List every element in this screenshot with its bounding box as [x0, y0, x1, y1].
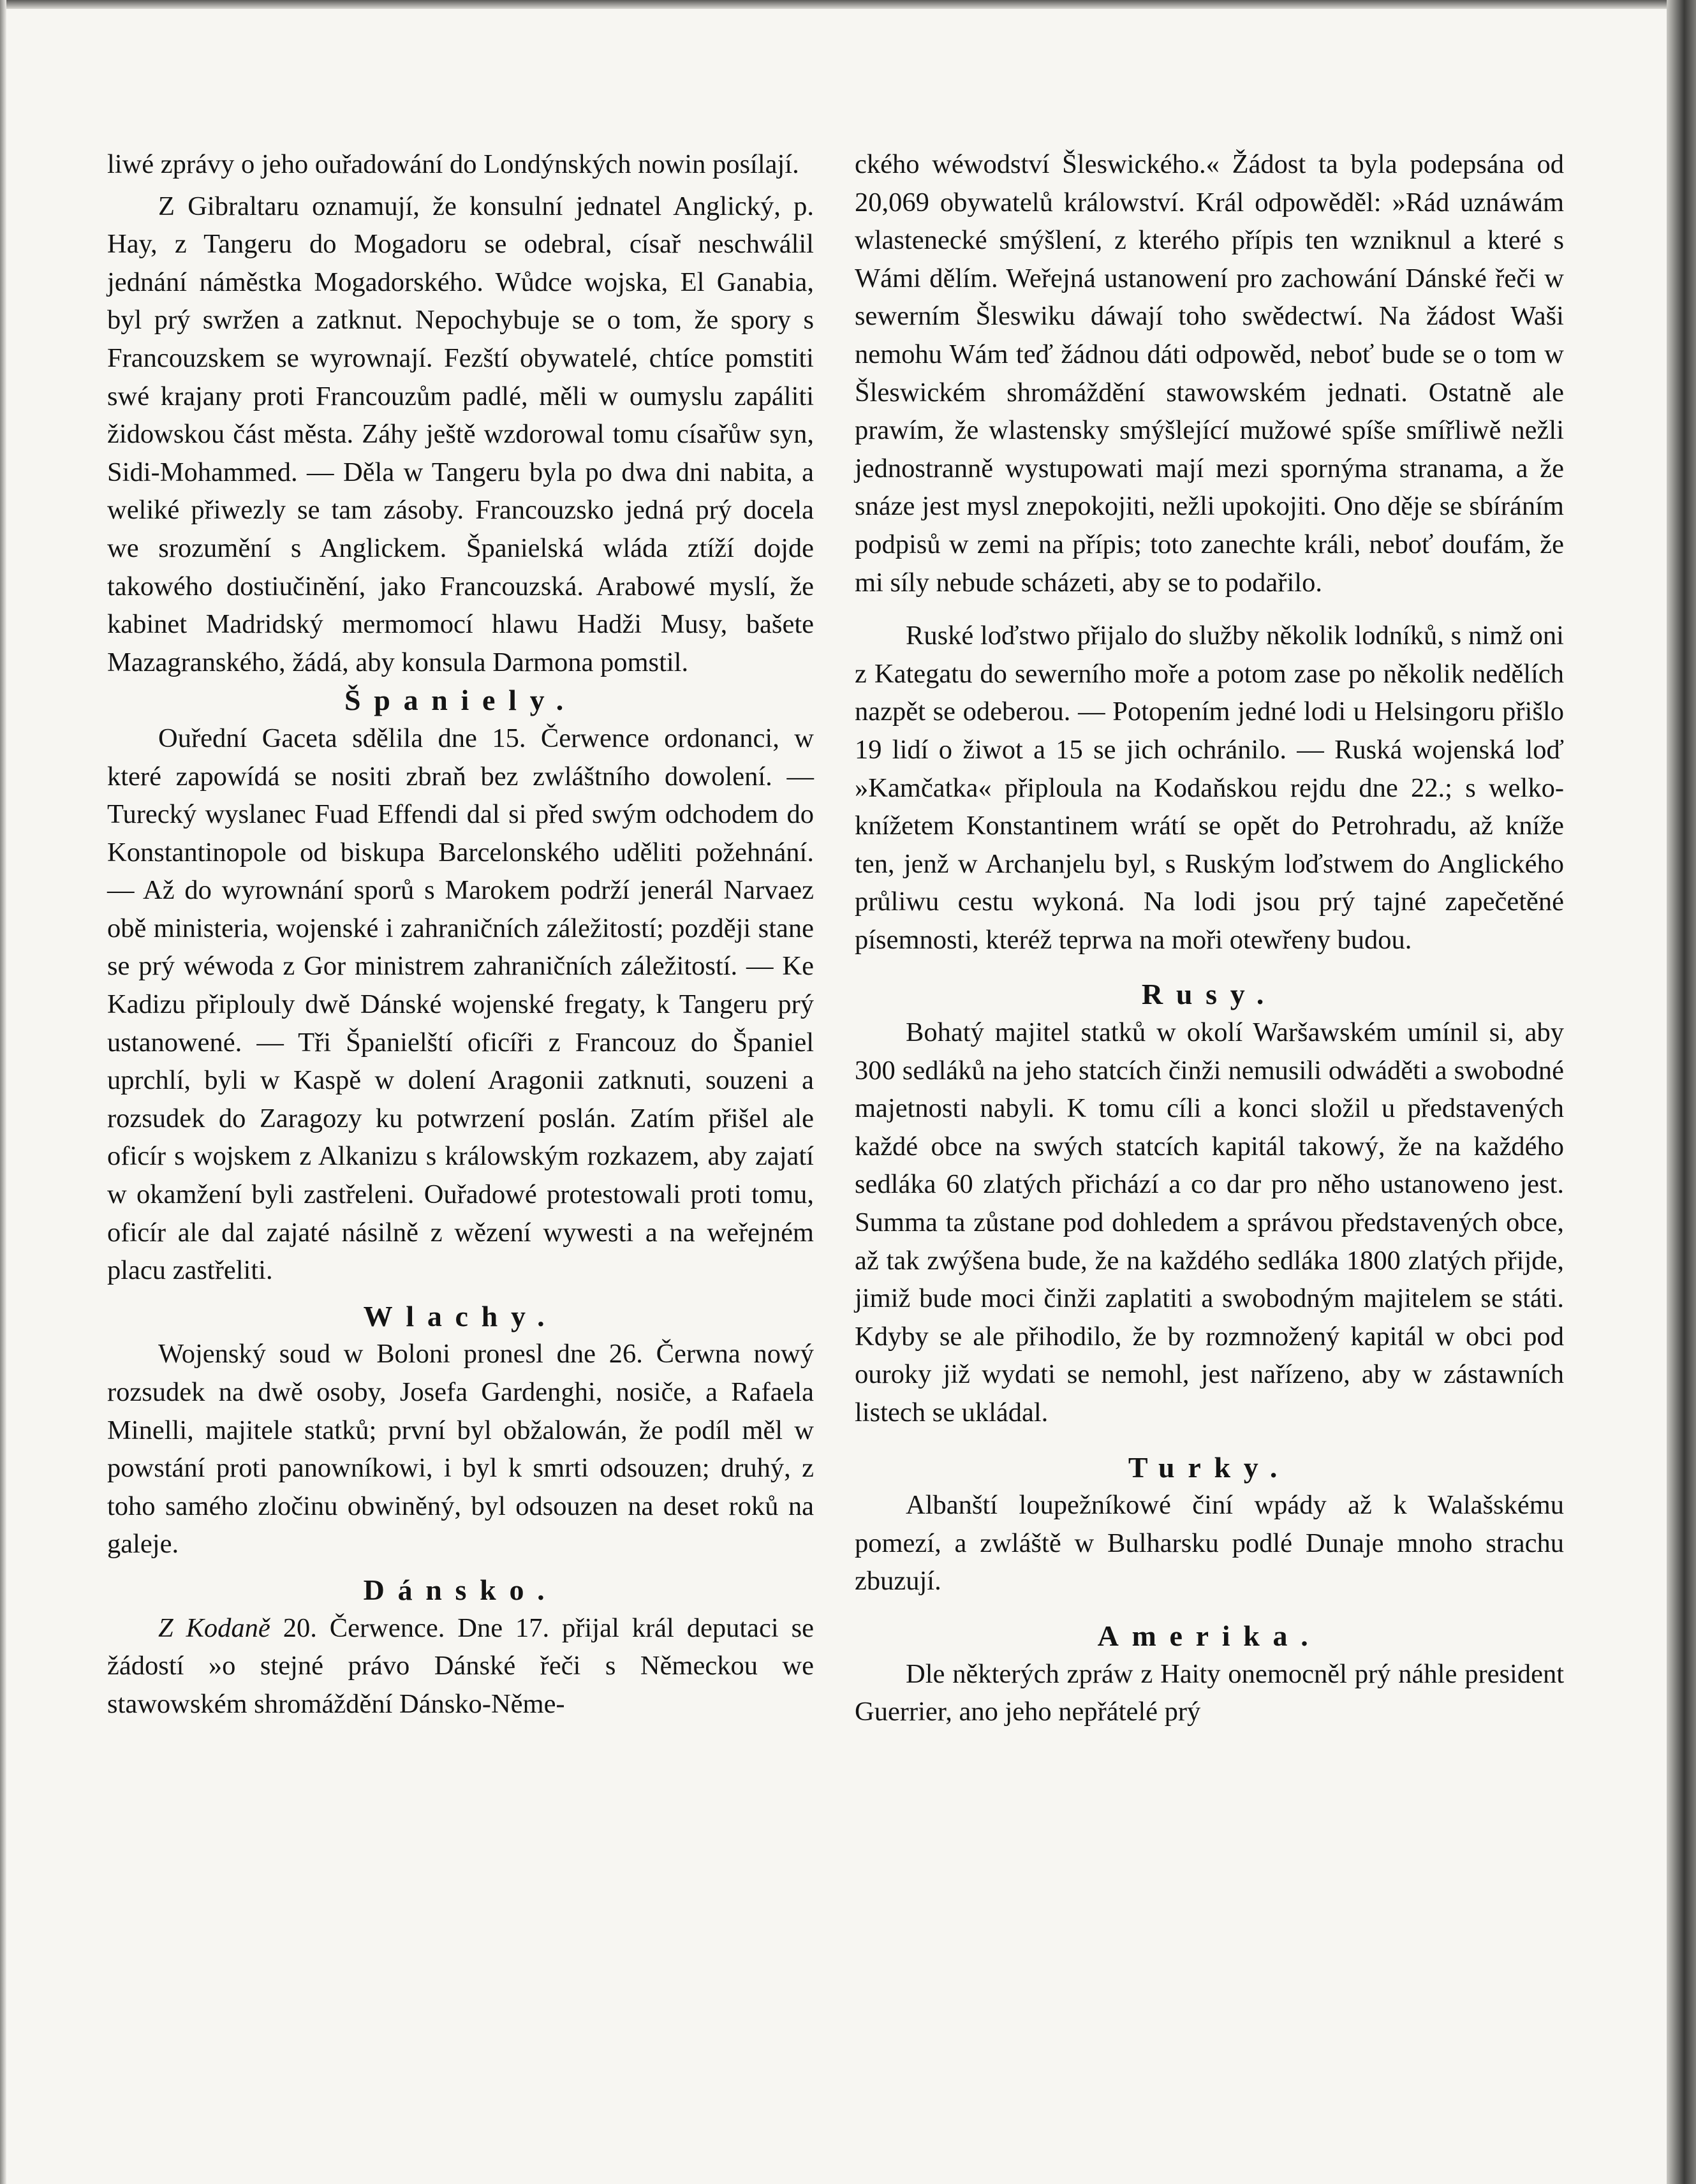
scan-edge-right — [1667, 0, 1696, 2184]
america-news-paragraph: Dle některých zpráw z Haity onemocněl prý náhle president Guerrier, ano jeho nepřátelé prý — [855, 1658, 1564, 1727]
section-heading-dansko: Dánsko. — [363, 1573, 558, 1606]
section-heading-wlachy: Wlachy. — [363, 1299, 558, 1332]
section-heading-spanely: Španiely. — [344, 684, 577, 717]
scan-edge-top — [0, 0, 1696, 9]
section-heading-rusy: Rusy. — [1141, 978, 1278, 1011]
spain-news-paragraph: Ouřední Gaceta sdělila dne 15. Čerwence ordonanci, w které zapowídá se nositi zbraň bez zwláštního dowolení. — Turecký wyslanec Fuad Effendi dal si před swým odchodem do Konstantinopole od biskupa Barcelonského uděliti požehnání. — Až do wyrownání sporů s Marokem podrží jenerál Narvaez obě ministeria, wojenské i zahraničních záležitostí; později stane se prý wéwoda z Gor ministrem zahraničních záležitostí. — Ke Kadizu připlouly dwě Dánské wojenské fregaty, k Tangeru prý ustanowené. — Tři Španielští oficíři z Francouz do Španiel uprchlí, byli w Kaspě w dolení Aragonii zatknuti, souzeni a rozsudek do Zaragozy ku potwrzení poslán. Zatím přišel ale oficír s wojskem z Alkanizu s králowským rozkazem, aby zajatí w okamžení byli zastřeleni. Ouřadowé protestowali proti tomu, oficír ale dal zajaté násilně z wězení wywesti a na weřejném placu zastřeliti. — [107, 723, 814, 1286]
denmark-news-text: 20. Čerwence. Dne 17. přijal král deputaci se žádostí »o stejné právo Dánské řeči s Německou we stawowském shromáždění Dánsko-Něme- — [107, 1612, 814, 1719]
right-column — [855, 145, 1564, 1731]
right-paragraph-continuation: ckého wéwodství Šleswického.« Žádost ta byla podepsána od 20,069 obywatelů králowství. Král odpowěděl: »Rád uznáwám wlastenecké smýšlení, z kterého přípis ten wzniknul a které s Wámi dělím. Weřejná ustanowení pro zachowání Dánské řeči w sewerním Šleswiku dáwají toho swědectwí. Na žádost Waši nemohu Wám teď žádnou dáti odpowěd, neboť bude se o tom w Šleswickém shromáždění stawowském jednati. Ostatně ale prawím, že wlastensky smýšlející mužowé spíše smířliwě nežli jednostranně wystupowati mají mezi spornýma stranama, a že snáze jest mysl znepokojiti, nežli upokojiti. Ono děje se sbíráním podpisů w zemi na přípis; toto zanechte králi, neboť doufám, že mi síly nebude scházeti, aby se to podařilo. — [855, 149, 1564, 598]
turkey-news-paragraph: Albanští loupežníkowé činí wpády až k Walašskému pomezí, a zwláště w Bulharsku podlé Dunaje mnoho strachu zbuzují. — [855, 1490, 1564, 1597]
left-column — [107, 145, 814, 1723]
denmark-news-paragraph — [107, 1609, 814, 1723]
section-heading-turky: Turky. — [1128, 1450, 1291, 1484]
section-heading-amerika: Amerika. — [1097, 1619, 1322, 1652]
russian-fleet-paragraph: Ruské loďstwo přijalo do služby několik lodníků, s nimž oni z Kategatu do sewerního moře a potom zase po několik nedělích nazpět se odeberou. — Potopením jedné lodi u Helsingoru přišlo 19 lidí o žiwot a 15 se jich ochránilo. — Ruská wojenská loď »Kamčatka« připloula na Kodaňskou rejdu dne 22.; s welko-knížetem Konstantinem wrátí se opět do Petrohradu, až kníže ten, jenž w Archanjelu byl, s Ruským loďstwem do Anglického průliwu cestu wykoná. Na lodi jsou prý tajné zapečetěné písemnosti, kteréž teprwa na moři otewřeny budou. — [855, 621, 1564, 955]
scan-edge-left — [0, 0, 6, 2184]
left-paragraph-continuation: liwé zprávy o jeho ouřadowání do Londýnských nowin posílají. — [107, 149, 799, 179]
dateline-place: Z Kodaně — [158, 1612, 270, 1643]
italy-news-paragraph: Wojenský soud w Boloni pronesl dne 26. Čerwna nowý rozsudek na dwě osoby, Josefa Gardenghi, nosiče, a Rafaela Minelli, majitele statků; první byl obžalowán, že podíl měl w powstání proti panowníkowi, i byl k smrti odsouzen; druhý, z toho samého zločinu obwiněný, byl odsouzen na deset roků na galeje. — [107, 1339, 814, 1560]
russia-news-paragraph: Bohatý majitel statků w okolí Waršawském umínil si, aby 300 sedláků na jeho statcích činži nemusili odwáděti a swobodné majetnosti nabyli. K tomu cíli a konci složil u představených každé obce na swých statcích kapitál takowý, že na každého sedláka 60 zlatých přichází a co dar pro něho ustanoweno jest. Summa ta zůstane pod dohledem a správou představených obce, až tak zwýšena bude, že na každého sedláka 1800 zlatých přijde, jimiž bude moci činži zaplatiti a swobodným majitelem se státi. Kdyby se ale přihodilo, že by rozmnožený kapitál w obci pod ouroky již wydati se nemohl, jest nařízeno, aby w zástawních listech se ukládal. — [855, 1017, 1564, 1428]
gibraltar-news-paragraph: Z Gibraltaru oznamují, že konsulní jednatel Anglický, p. Hay, z Tangeru do Mogadoru se odebral, císař neschwálil jednání náměstka Mogadorského. Wůdce wojska, El Ganabia, byl prý swržen a zatknut. Nepochybuje se o tom, že spory s Francouzskem se wyrownají. Fezští obywatelé, chtíce pomstiti swé krajany proti Francouzům padlé, měli w oumyslu zapáliti židowskou část města. Záhy ještě wzdorowal tomu císařůw syn, Sidi-Mohammed. — Děla w Tangeru byla po dwa dni nabita, a weliké přiwezly se tam zásoby. Francouzsko jedná prý docela we srozumění s Anglickem. Španielská wláda ztíží dojde takowého dostiučinění, jako Francouzská. Arabowé myslí, že kabinet Madridský mermomocí hlawu Hadži Musy, bašete Mazagranského, žádá, aby konsula Darmona pomstil. — [107, 191, 814, 677]
